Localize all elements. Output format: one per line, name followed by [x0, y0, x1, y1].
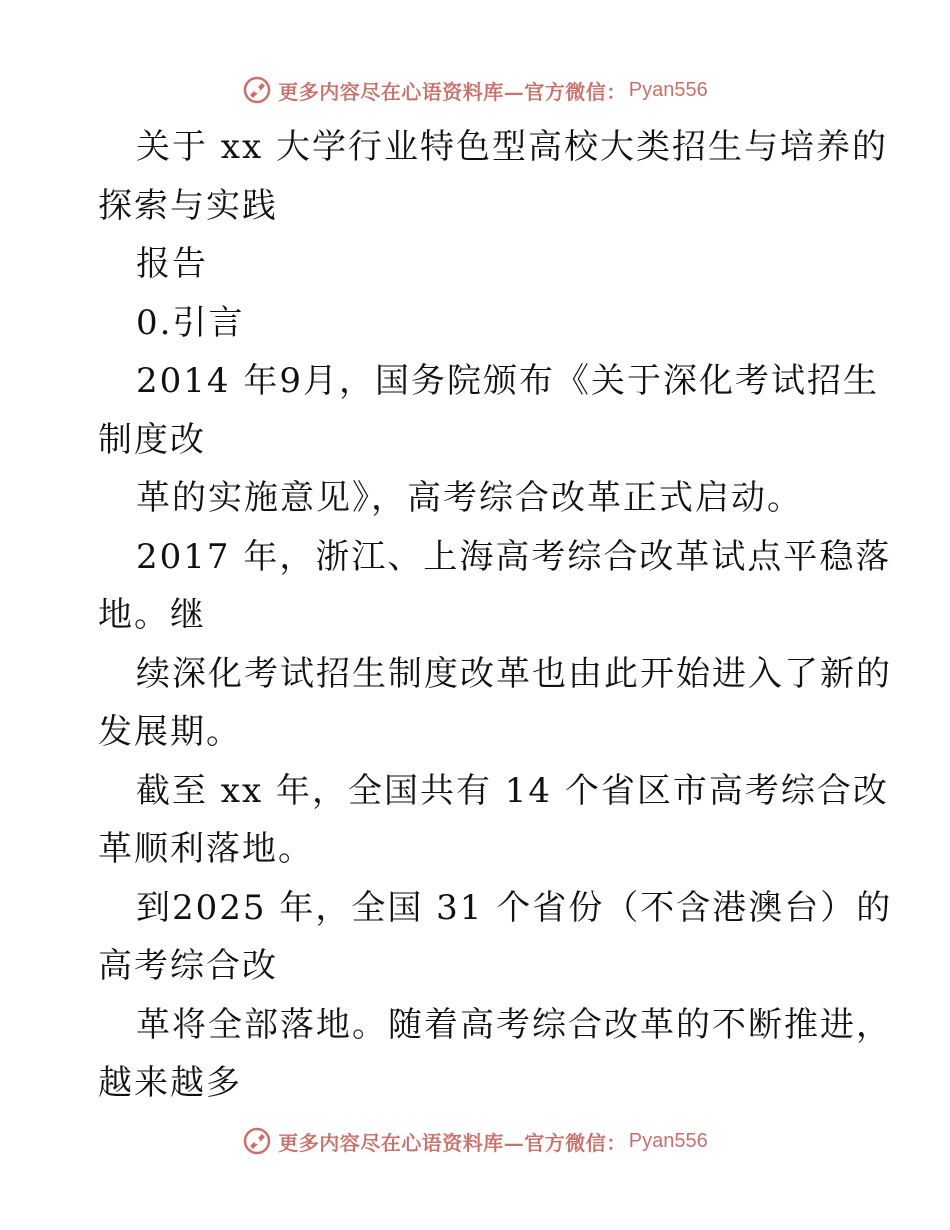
text-line: 2014 年9月，国务院颁布《关于深化考试招生: [136, 361, 879, 401]
watermark-banner-bottom: [0, 1121, 950, 1161]
text-line: 革顺利落地。: [98, 829, 314, 869]
watermark-wechat-id: Pyan556: [628, 78, 708, 101]
text-line: 高考综合改: [98, 946, 278, 986]
text-line: 续深化考试招生制度改革也由此开始进入了新的: [136, 653, 892, 694]
text-line: 地。继: [98, 595, 206, 635]
text-line: 到2025 年，全国 31 个省份（不含港澳台）的: [136, 887, 893, 928]
text-line: 报告: [136, 244, 208, 284]
title-line-2: 探索与实践: [98, 185, 278, 226]
section-heading: 0.引言: [136, 302, 245, 343]
text-line: 越来越多: [98, 1063, 242, 1103]
watermark-text: 更多内容尽在心语资料库—官方微信：: [278, 1130, 627, 1155]
text-line: 革将全部落地。随着高考综合改革的不断推进，: [136, 1004, 892, 1045]
logo-icon: [242, 1126, 272, 1156]
watermark-wechat-id: Pyan556: [628, 1129, 708, 1152]
text-line: 截至 xx 年，全国共有 14 个省区市高考综合改: [136, 770, 889, 811]
text-line: 革的实施意见》，高考综合改革正式启动。: [136, 478, 803, 518]
text-line: 制度改: [98, 419, 206, 460]
title-line-1: 关于 xx 大学行业特色型高校大类招生与培养的: [136, 127, 888, 167]
text-line: 2017 年，浙江、上海高考综合改革试点平稳落: [136, 536, 892, 577]
logo-icon: [242, 75, 272, 105]
document-body: [98, 118, 893, 1113]
watermark-text: 更多内容尽在心语资料库—官方微信：: [278, 79, 627, 104]
text-line: 发展期。: [98, 712, 242, 752]
watermark-banner-top: [0, 70, 950, 110]
